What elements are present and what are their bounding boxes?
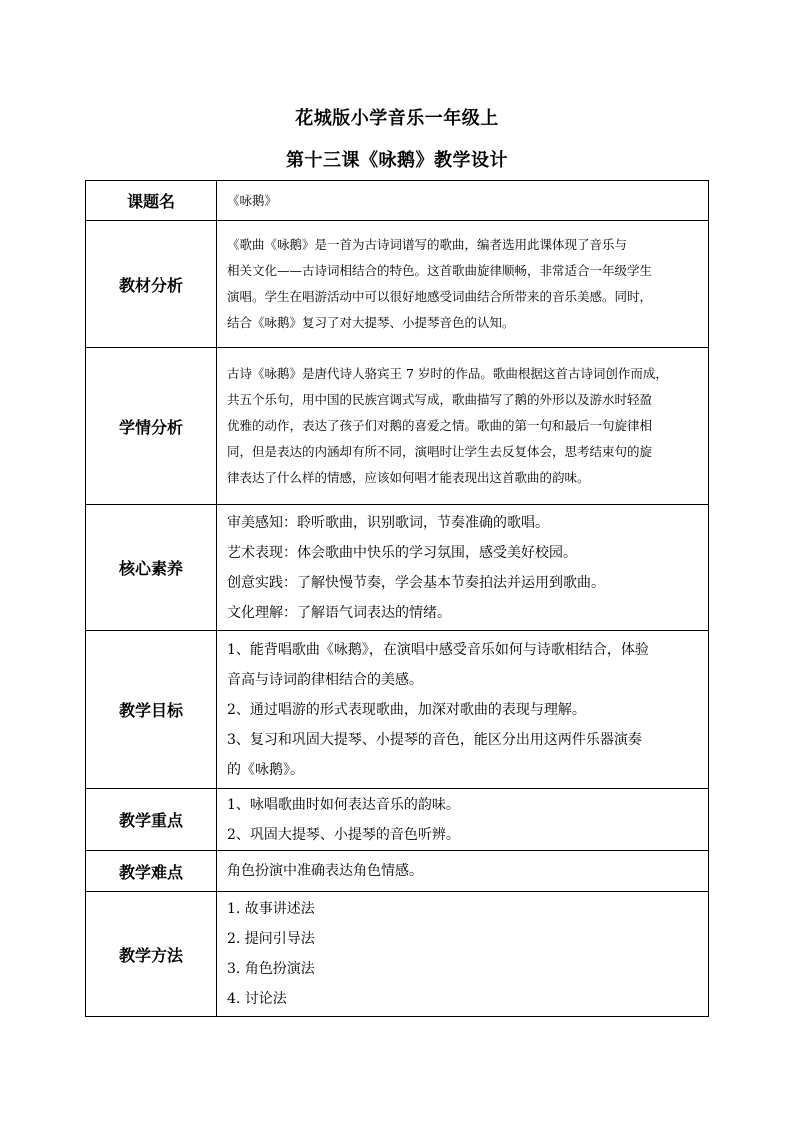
content-line: 创意实践：了解快慢节奏，学会基本节奏拍法并运用到歌曲。 <box>227 574 605 591</box>
row-content-teaching-goals <box>217 631 709 789</box>
row-label-topic: 课题名 <box>86 181 217 221</box>
content-line: 4. 讨论法 <box>227 991 287 1007</box>
content-line: 优雅的动作，表达了孩子们对鹅的喜爱之情。歌曲的第一句和最后一句旋律相 <box>227 418 653 433</box>
content-line: 结合《咏鹅》复习了对大提琴、小提琴音色的认知。 <box>227 315 515 330</box>
content-line: 2. 提问引导法 <box>227 931 315 947</box>
row-content-difficulties <box>217 851 709 892</box>
row-label-key-points: 教学重点 <box>86 789 217 851</box>
content-line: 演唱。学生在唱游活动中可以很好地感受词曲结合所带来的音乐美感。同时， <box>227 289 653 304</box>
content-line: 《歌曲《咏鹅》是一首为古诗词谱写的歌曲，编者选用此课体现了音乐与 <box>227 237 628 252</box>
content-line: 文化理解：了解语气词表达的情绪。 <box>227 604 451 621</box>
row-content-material-analysis <box>217 221 709 348</box>
content-line: 《咏鹅》 <box>227 192 278 208</box>
document-subtitle: 第十三课《咏鹅》教学设计 <box>286 150 508 171</box>
content-line: 音高与诗词韵律相结合的美感。 <box>227 671 423 688</box>
table-row-core-literacy <box>86 505 709 631</box>
table-row-topic <box>86 181 709 221</box>
content-line: 审美感知：聆听歌曲，识别歌词，节奏准确的歌唱。 <box>227 514 549 531</box>
table-row-key-points <box>86 789 709 851</box>
table-row-difficulties <box>86 851 709 892</box>
lesson-plan-table <box>85 180 709 1017</box>
content-line: 相关文化——古诗词相结合的特色。这首歌曲旋律顺畅，非常适合一年级学生 <box>227 263 653 278</box>
row-content-topic <box>217 181 709 221</box>
row-content-student-analysis <box>217 348 709 505</box>
row-content-teaching-methods <box>217 892 709 1017</box>
content-line: 艺术表现：体会歌曲中快乐的学习氛围，感受美好校园。 <box>227 544 577 561</box>
content-line: 3、复习和巩固大提琴、小提琴的音色，能区分出用这两件乐器演奏 <box>227 731 642 748</box>
content-line: 2、巩固大提琴、小提琴的音色听辨。 <box>227 826 460 843</box>
content-line: 2、通过唱游的形式表现歌曲，加深对歌曲的表现与理解。 <box>227 701 586 718</box>
row-label-core-literacy: 核心素养 <box>86 505 217 631</box>
row-content-core-literacy <box>217 505 709 631</box>
row-label-teaching-methods: 教学方法 <box>86 892 217 1017</box>
content-line: 律表达了什么样的情感，应该如何唱才能表现出这首歌曲的韵味。 <box>227 470 590 485</box>
table-row-teaching-goals <box>86 631 709 789</box>
content-line: 古诗《咏鹅》是唐代诗人骆宾王 7 岁时的作品。歌曲根据这首古诗词创作而成， <box>227 366 668 381</box>
content-line: 同，但是表达的内涵却有所不同，演唱时让学生去反复体会，思考结束句的旋 <box>227 444 653 459</box>
row-content-key-points <box>217 789 709 851</box>
row-label-difficulties: 教学难点 <box>86 851 217 892</box>
row-label-student-analysis: 学情分析 <box>86 348 217 505</box>
content-line: 1、咏唱歌曲时如何表达音乐的韵味。 <box>227 796 460 813</box>
row-label-teaching-goals: 教学目标 <box>86 631 217 789</box>
content-line: 3. 角色扮演法 <box>227 961 315 977</box>
document-title: 花城版小学音乐一年级上 <box>295 108 499 129</box>
table-row-student-analysis <box>86 348 709 505</box>
row-label-material-analysis: 教材分析 <box>86 221 217 348</box>
content-line: 角色扮演中准确表达角色情感。 <box>227 863 423 879</box>
content-line: 共五个乐句，用中国的民族宫调式写成，歌曲描写了鹅的外形以及游水时轻盈 <box>227 392 653 407</box>
table-row-teaching-methods <box>86 892 709 1017</box>
content-line: 的《咏鹅》。 <box>227 761 304 778</box>
table-row-material-analysis <box>86 221 709 348</box>
content-line: 1、能背唱歌曲《咏鹅》，在演唱中感受音乐如何与诗歌相结合，体验 <box>227 641 649 658</box>
content-line: 1. 故事讲述法 <box>227 901 315 917</box>
